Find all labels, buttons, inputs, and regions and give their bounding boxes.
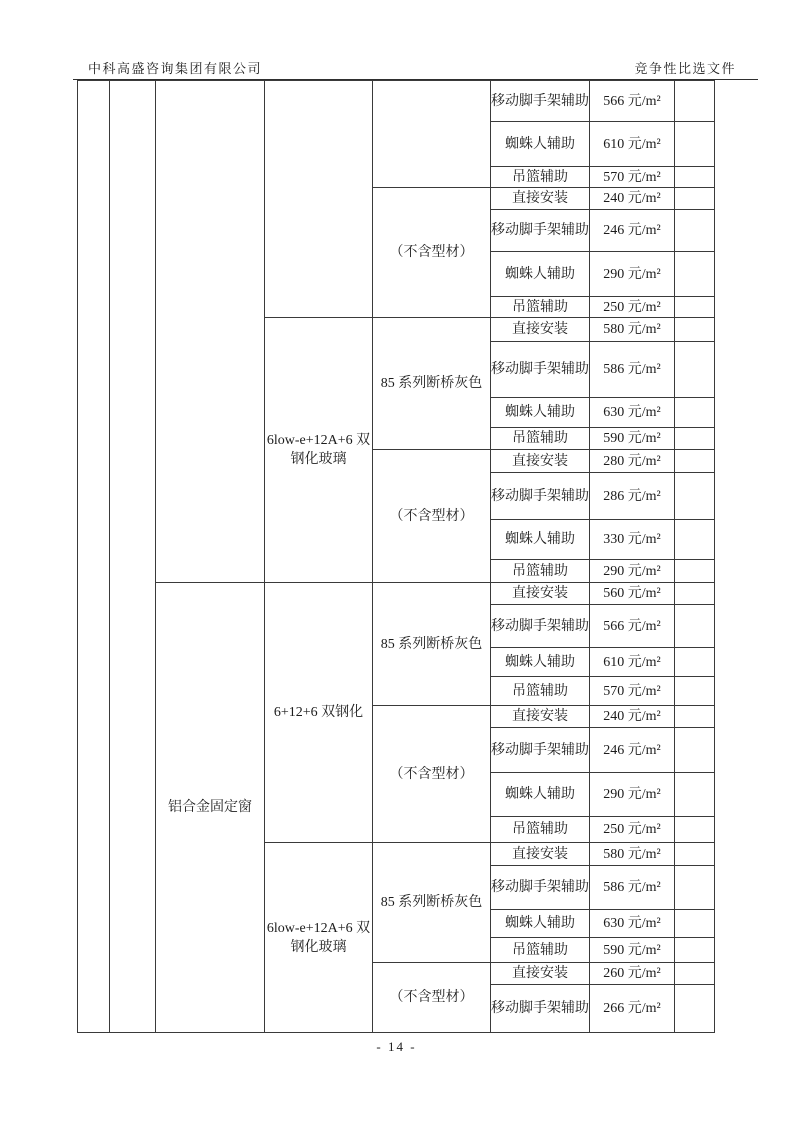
unit-price-cell: 290 元/m² <box>590 773 675 817</box>
note-column-cell <box>675 188 715 210</box>
glass-spec-cell: 6low-e+12A+6 双钢化玻璃 <box>265 843 373 1033</box>
frame-spec-cell: 85 系列断桥灰色 <box>373 583 491 706</box>
frame-spec-cell: （不含型材） <box>373 706 491 843</box>
install-method-cell: 直接安装 <box>491 450 590 473</box>
install-method-cell: 吊篮辅助 <box>491 938 590 963</box>
install-method-cell: 移动脚手架辅助 <box>491 81 590 122</box>
install-method-cell: 蜘蛛人辅助 <box>491 252 590 297</box>
install-method-cell: 蜘蛛人辅助 <box>491 648 590 677</box>
note-column-cell <box>675 81 715 122</box>
unit-price-cell: 240 元/m² <box>590 188 675 210</box>
install-method-cell: 直接安装 <box>491 963 590 985</box>
install-method-cell: 直接安装 <box>491 843 590 866</box>
unit-price-cell: 610 元/m² <box>590 122 675 167</box>
note-column-cell <box>675 706 715 728</box>
unit-price-cell: 566 元/m² <box>590 605 675 648</box>
note-column-cell <box>675 520 715 560</box>
install-method-cell: 蜘蛛人辅助 <box>491 910 590 938</box>
install-method-cell: 吊篮辅助 <box>491 297 590 318</box>
note-column-cell <box>675 210 715 252</box>
unit-price-cell: 290 元/m² <box>590 560 675 583</box>
note-column-cell <box>675 728 715 773</box>
unit-price-cell: 590 元/m² <box>590 428 675 450</box>
item-name-cell: 铝合金固定窗 <box>156 583 265 1033</box>
category-column-cell <box>110 81 156 1033</box>
note-column-cell <box>675 773 715 817</box>
install-method-cell: 直接安装 <box>491 188 590 210</box>
item-name-cell <box>156 81 265 583</box>
install-method-cell: 蜘蛛人辅助 <box>491 520 590 560</box>
unit-price-cell: 286 元/m² <box>590 473 675 520</box>
frame-spec-cell: 85 系列断桥灰色 <box>373 843 491 963</box>
unit-price-table <box>77 80 715 1033</box>
note-column-cell <box>675 318 715 342</box>
frame-spec-cell: 85 系列断桥灰色 <box>373 318 491 450</box>
frame-spec-cell: （不含型材） <box>373 188 491 318</box>
install-method-cell: 蜘蛛人辅助 <box>491 398 590 428</box>
unit-price-cell: 590 元/m² <box>590 938 675 963</box>
frame-spec-cell: （不含型材） <box>373 450 491 583</box>
unit-price-cell: 330 元/m² <box>590 520 675 560</box>
install-method-cell: 吊篮辅助 <box>491 677 590 706</box>
frame-spec-cell: （不含型材） <box>373 963 491 1033</box>
unit-price-cell: 290 元/m² <box>590 252 675 297</box>
note-column-cell <box>675 252 715 297</box>
unit-price-cell: 630 元/m² <box>590 910 675 938</box>
unit-price-cell: 610 元/m² <box>590 648 675 677</box>
install-method-cell: 吊篮辅助 <box>491 428 590 450</box>
unit-price-cell: 280 元/m² <box>590 450 675 473</box>
sequence-column-cell <box>78 81 110 1033</box>
price-table-wrap <box>77 80 715 1033</box>
glass-spec-cell <box>265 81 373 318</box>
note-column-cell <box>675 938 715 963</box>
unit-price-cell: 250 元/m² <box>590 297 675 318</box>
unit-price-cell: 246 元/m² <box>590 728 675 773</box>
unit-price-cell: 630 元/m² <box>590 398 675 428</box>
install-method-cell: 吊篮辅助 <box>491 817 590 843</box>
note-column-cell <box>675 985 715 1033</box>
note-column-cell <box>675 583 715 605</box>
install-method-cell: 蜘蛛人辅助 <box>491 773 590 817</box>
install-method-cell: 吊篮辅助 <box>491 560 590 583</box>
note-column-cell <box>675 167 715 188</box>
install-method-cell: 移动脚手架辅助 <box>491 866 590 910</box>
unit-price-cell: 260 元/m² <box>590 963 675 985</box>
note-column-cell <box>675 963 715 985</box>
unit-price-cell: 580 元/m² <box>590 318 675 342</box>
note-column-cell <box>675 297 715 318</box>
unit-price-cell: 586 元/m² <box>590 866 675 910</box>
unit-price-cell: 246 元/m² <box>590 210 675 252</box>
install-method-cell: 直接安装 <box>491 706 590 728</box>
table-row <box>78 81 715 122</box>
note-column-cell <box>675 473 715 520</box>
note-column-cell <box>675 605 715 648</box>
install-method-cell: 移动脚手架辅助 <box>491 342 590 398</box>
unit-price-cell: 560 元/m² <box>590 583 675 605</box>
note-column-cell <box>675 817 715 843</box>
unit-price-cell: 586 元/m² <box>590 342 675 398</box>
install-method-cell: 移动脚手架辅助 <box>491 473 590 520</box>
frame-spec-cell <box>373 81 491 188</box>
install-method-cell: 吊篮辅助 <box>491 167 590 188</box>
note-column-cell <box>675 677 715 706</box>
note-column-cell <box>675 843 715 866</box>
note-column-cell <box>675 560 715 583</box>
header-company-name: 中科高盛咨询集团有限公司 <box>88 61 263 76</box>
install-method-cell: 直接安装 <box>491 318 590 342</box>
glass-spec-cell: 6low-e+12A+6 双钢化玻璃 <box>265 318 373 583</box>
header-doc-title: 竞争性比选文件 <box>634 61 736 76</box>
install-method-cell: 移动脚手架辅助 <box>491 728 590 773</box>
unit-price-cell: 570 元/m² <box>590 167 675 188</box>
note-column-cell <box>675 398 715 428</box>
note-column-cell <box>675 866 715 910</box>
unit-price-cell: 240 元/m² <box>590 706 675 728</box>
page-number: - 14 - <box>376 1039 417 1054</box>
unit-price-cell: 250 元/m² <box>590 817 675 843</box>
unit-price-cell: 566 元/m² <box>590 81 675 122</box>
install-method-cell: 移动脚手架辅助 <box>491 985 590 1033</box>
install-method-cell: 蜘蛛人辅助 <box>491 122 590 167</box>
note-column-cell <box>675 342 715 398</box>
unit-price-cell: 580 元/m² <box>590 843 675 866</box>
table-row <box>78 583 715 605</box>
note-column-cell <box>675 648 715 677</box>
note-column-cell <box>675 450 715 473</box>
unit-price-cell: 266 元/m² <box>590 985 675 1033</box>
note-column-cell <box>675 910 715 938</box>
unit-price-cell: 570 元/m² <box>590 677 675 706</box>
install-method-cell: 直接安装 <box>491 583 590 605</box>
install-method-cell: 移动脚手架辅助 <box>491 210 590 252</box>
note-column-cell <box>675 122 715 167</box>
glass-spec-cell: 6+12+6 双钢化 <box>265 583 373 843</box>
install-method-cell: 移动脚手架辅助 <box>491 605 590 648</box>
note-column-cell <box>675 428 715 450</box>
